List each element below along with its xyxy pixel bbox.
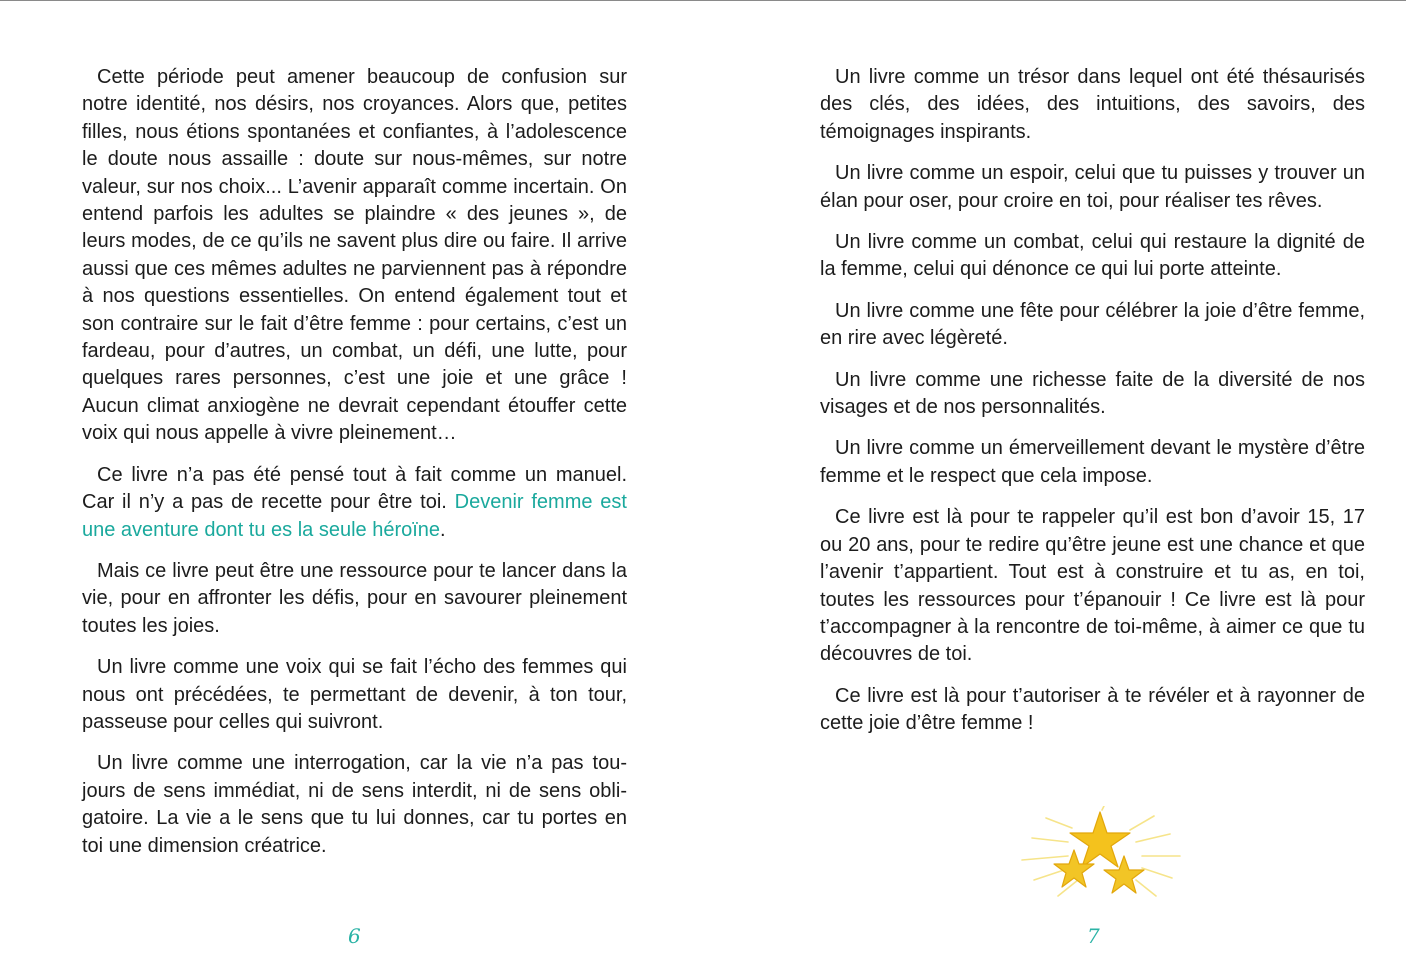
- paragraph: Un livre comme un combat, celui qui restaure la dignité de la femme, celui qui dénonce ce qui lui porte atteinte.: [820, 231, 1365, 281]
- paragraph: Un livre comme une richesse faite de la diversité de nos visages et de nos personnalités.: [820, 368, 1365, 419]
- paragraph: Mais ce livre peut être une ressource pour te lancer dans la vie, pour en affronter les défis, pour en savourer pleinement toutes les joies.: [82, 559, 627, 637]
- paragraph-text: .: [440, 518, 446, 541]
- star-large: [1070, 812, 1130, 867]
- highlighted-sentence: Devenir femme est une aventure dont tu es la seule héroïne: [82, 491, 627, 541]
- stars: [1054, 812, 1144, 893]
- paragraph-text: Ce livre n’a pas été pensé tout à fait comme un manuel. Car il n’y a pas de recette pour être toi.: [82, 463, 627, 514]
- paragraph: Un livre comme une fête pour célébrer la joie d’être femme, en rire avec légèreté.: [820, 299, 1365, 350]
- paragraph: Ce livre est là pour t’autoriser à te révéler et à rayonner de cette joie d’être femme !: [820, 684, 1365, 735]
- paragraph: Un livre comme une voix qui se fait l’écho des femmes qui nous ont précédées, te permettant de devenir, à ton tour, passeuse pour celles qui suivront.: [82, 656, 627, 733]
- page-number-right: 7: [1087, 924, 1100, 948]
- three-stars-icon: [1012, 806, 1182, 902]
- paragraph: Un livre comme une interrogation, car la vie n’a pas toujours de sens immédiat, ni de sens interdit, ni de sens obligatoire. La vie a le sens que tu lui donnes, car tu portes en toi une dimension créatrice.: [82, 752, 627, 857]
- top-border: [0, 0, 1406, 1]
- paragraph: [82, 462, 627, 544]
- paragraph: Cette période peut amener beaucoup de confusion sur notre identité, nos désirs, nos croyances. Alors que, petites filles, nous étions spontanées et confiantes, à l’adolescence le doute nous assaille : doute sur nous-mêmes, sur notre valeur, sur nos choix... L’avenir apparaît comme incertain. On entend parfois les adultes se plaindre « des jeunes », de leurs modes, de ce qu’ils ne savent plus dire ou faire. Il arrive aussi que ces mêmes adultes ne parviennent pas à répondre à nos questions essentielles. On entend également tout et son contraire sur le fait d’être femme : pour certains, c’est un fardeau, pour d’autres, un combat, un défi, une lutte, pour quelques rares personnes, c’est une joie et une grâce ! Aucun climat anxiogène ne devrait cependant étouffer cette voix qui nous appelle à vivre pleinement…: [82, 66, 627, 445]
- page-number-left: 6: [348, 924, 361, 948]
- left-page: [82, 64, 627, 874]
- paragraph: Ce livre est là pour te rappeler qu’il est bon d’avoir 15, 17 ou 20 ans, pour te redire qu’être jeune est une chance et que l’avenir t’appartient. Tout est à construire et tu as, en toi, toutes les ressources pour t’épanouir ! Ce livre est là pour t’accompagner à la rencontre de toi-même, à aimer ce que tu découvres de toi.: [820, 506, 1365, 666]
- paragraph: Un livre comme un trésor dans lequel ont été thésaurisés des clés, des idées, des intuitions, des savoirs, des témoignages inspirants.: [820, 66, 1365, 143]
- paragraph: Un livre comme un émerveillement devant le mystère d’être femme et le respect que cela impose.: [820, 437, 1365, 487]
- paragraph: Un livre comme un espoir, celui que tu puisses y trouver un élan pour oser, pour croire en toi, pour réaliser tes rêves.: [820, 162, 1365, 212]
- right-page: [820, 64, 1365, 752]
